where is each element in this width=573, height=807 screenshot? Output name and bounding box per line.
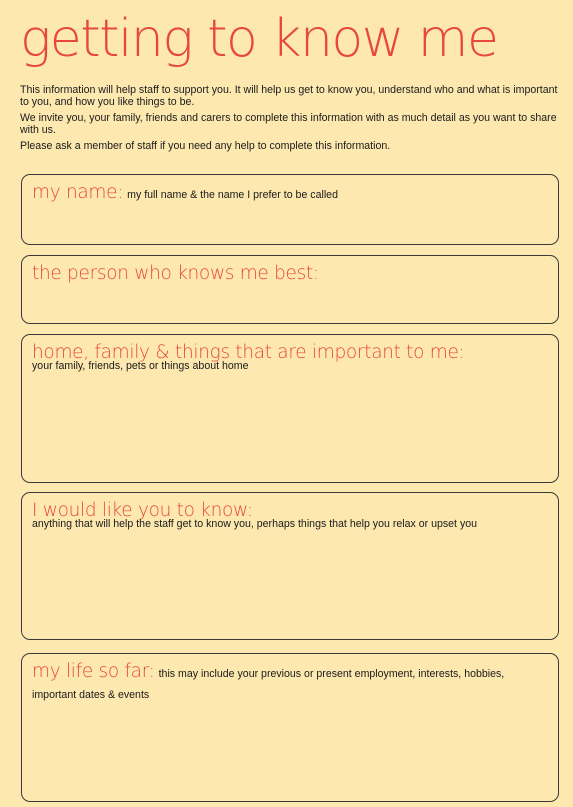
intro-text <box>20 85 565 158</box>
home-family-label: home, family & things that are important to me: <box>32 342 465 363</box>
my-name-label: my name: <box>32 182 124 203</box>
home-family-hint: your family, friends, pets or things about home <box>32 360 249 372</box>
like-you-to-know-label: I would like you to know: <box>32 500 253 521</box>
intro-paragraph-3: Please ask a member of staff if you need any help to complete this information. <box>20 140 391 152</box>
my-name-hint: my full name & the name I prefer to be called <box>127 189 338 201</box>
person-knows-me-best-field[interactable] <box>21 255 559 324</box>
person-knows-me-best-label: the person who knows me best: <box>32 263 319 284</box>
like-you-to-know-field[interactable] <box>21 492 559 640</box>
intro-paragraph-1: This information will help staff to support you. It will help us get to know you, understand who and what is important to you, and how you like things to be. <box>20 84 558 108</box>
life-so-far-label: my life so far: <box>32 661 155 682</box>
life-so-far-hint: this may include your previous or present employment, interests, hobbies, important dates & events <box>32 668 505 701</box>
home-family-field[interactable] <box>21 334 559 483</box>
like-you-to-know-hint: anything that will help the staff get to know you, perhaps things that help you relax or upset you <box>32 518 478 530</box>
life-so-far-field[interactable] <box>21 653 559 802</box>
life-so-far-header <box>32 659 548 703</box>
person-knows-me-best-header <box>32 261 548 287</box>
my-name-field[interactable] <box>21 174 559 245</box>
my-name-header <box>32 180 548 208</box>
page-title: getting to know me <box>20 9 498 69</box>
intro-paragraph-2: We invite you, your family, friends and carers to complete this information with as much detail as you want to share with us. <box>20 112 557 136</box>
